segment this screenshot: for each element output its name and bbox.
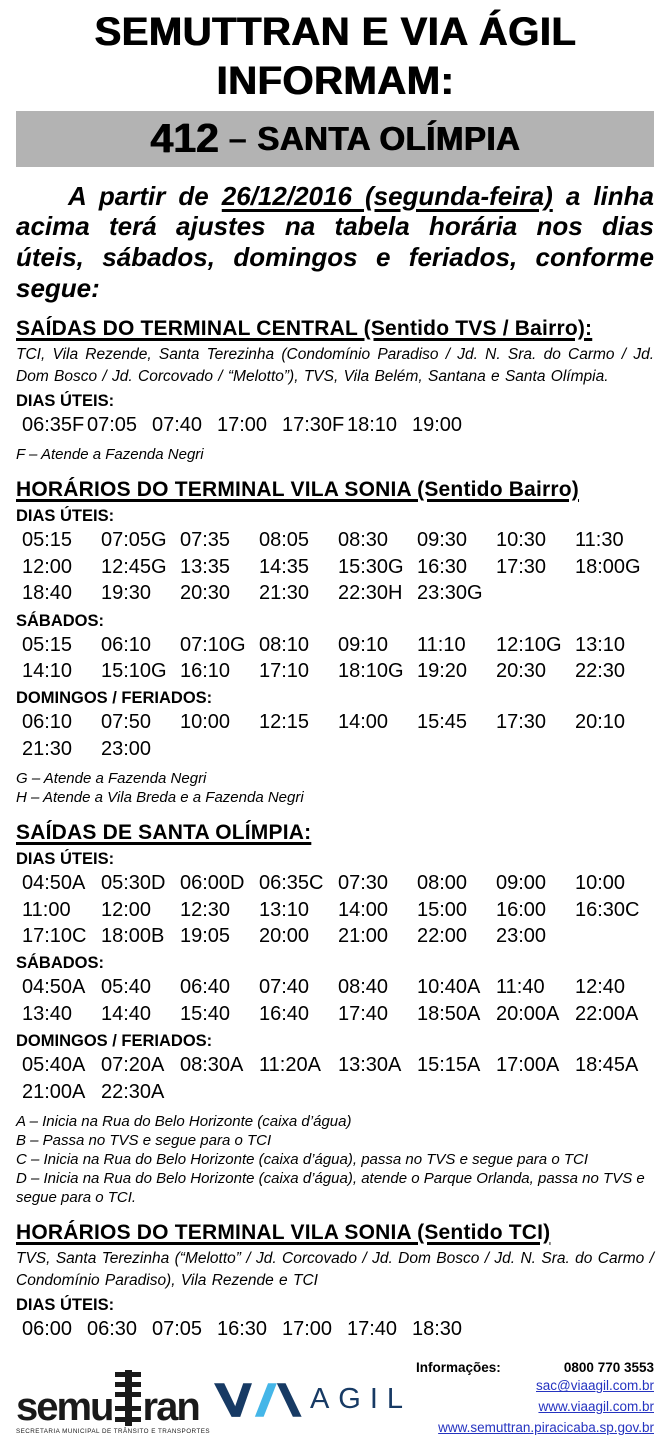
time-cell: 15:30G: [338, 555, 404, 578]
time-cell: 10:40A: [417, 976, 481, 999]
route-banner: [16, 111, 654, 167]
day-label-domingos-feriados: DOMINGOS / FERIADOS:: [16, 689, 213, 708]
time-cell: 11:00: [22, 898, 71, 921]
time-cell: 07:35: [180, 529, 231, 552]
time-cell: 08:05: [259, 529, 310, 552]
time-cell: 17:00A: [496, 1054, 560, 1077]
time-cell: 17:00: [282, 1318, 333, 1341]
time-cell: 13:10: [259, 898, 310, 921]
time-cell: 21:30: [22, 737, 73, 760]
footnote: C – Inicia na Rua do Belo Horizonte (caixa d’água), passa no TVS e segue para o TCI: [16, 1151, 588, 1169]
viaagil-logo: [214, 1379, 412, 1421]
time-cell: 22:30H: [338, 582, 403, 605]
footer: [16, 1360, 654, 1439]
time-cell: 06:10: [101, 633, 152, 656]
time-cell: 18:50A: [417, 1002, 481, 1025]
time-cell: 14:00: [338, 711, 389, 734]
time-cell: 07:05: [87, 414, 138, 437]
time-cell: 20:30: [496, 660, 547, 683]
time-cell: 09:00: [496, 872, 547, 895]
time-cell: 06:00: [22, 1318, 73, 1341]
section-terminal-central: [16, 317, 654, 464]
time-cell: 15:00: [417, 898, 468, 921]
time-cell: 11:30: [575, 529, 624, 552]
time-cell: 15:10G: [101, 660, 167, 683]
day-label-dias-uteis: DIAS ÚTEIS:: [16, 507, 115, 526]
time-cell: 07:20A: [101, 1054, 165, 1077]
semuttran-wordmark-right: ran: [142, 1385, 199, 1430]
day-label-dias-uteis: DIAS ÚTEIS:: [16, 850, 115, 869]
time-cell: 22:30: [575, 660, 626, 683]
route-name: SANTA OLÍMPIA: [256, 119, 520, 157]
intro-text-pre: A partir de: [68, 180, 222, 211]
footer-link[interactable]: www.viaagil.com.br: [538, 1399, 654, 1415]
time-cell: 08:30A: [180, 1054, 244, 1077]
time-cell: 06:40: [180, 976, 231, 999]
time-cell: 16:30C: [575, 898, 640, 921]
time-cell: 19:05: [180, 925, 231, 948]
time-cell: 09:30: [417, 529, 468, 552]
time-cell: 10:30: [496, 529, 547, 552]
times-grid-domingos-feriados: [16, 709, 654, 762]
route-number: 412: [150, 115, 219, 162]
time-cell: 14:10: [22, 660, 73, 683]
time-cell: 18:10: [347, 414, 398, 437]
footer-contact-info: [416, 1360, 654, 1439]
time-cell: 17:00: [217, 414, 268, 437]
page-title: [16, 8, 654, 106]
route-description: TCI, Vila Rezende, Santa Terezinha (Condomínio Paradiso / Jd. N. Sra. do Carmo / Jd. Dom Bosco / Jd. Corcovado / “Melotto”), TVS, Vila Belém, Santana e Santa Olímpia.: [16, 346, 654, 385]
time-cell: 06:35C: [259, 872, 324, 895]
time-cell: 07:40: [259, 976, 310, 999]
time-cell: 11:20A: [259, 1054, 321, 1077]
day-label-dias-uteis: DIAS ÚTEIS:: [16, 392, 115, 411]
times-grid-dias-uteis: [16, 870, 654, 949]
traffic-signal-icon: [115, 1370, 141, 1433]
time-cell: 10:00: [180, 711, 231, 734]
times-grid-dias-uteis: [16, 412, 654, 438]
section-heading: SAÍDAS DO TERMINAL CENTRAL (Sentido TVS / Bairro):: [16, 317, 593, 341]
time-cell: 21:30: [259, 582, 310, 605]
time-cell: 22:00: [417, 925, 468, 948]
time-cell: 08:00: [417, 872, 468, 895]
times-grid-dias-uteis: [16, 527, 654, 606]
day-label-sabados: SÁBADOS:: [16, 954, 105, 973]
time-cell: 22:30A: [101, 1080, 165, 1103]
semuttran-caption: SECRETARIA MUNICIPAL DE TRÂNSITO E TRANSPORTES: [16, 1428, 211, 1436]
time-cell: 17:30: [496, 555, 547, 578]
time-cell: 10:00: [575, 872, 626, 895]
time-cell: 20:00: [259, 925, 310, 948]
time-cell: 08:40: [338, 976, 389, 999]
footnote: G – Atende a Fazenda Negri: [16, 770, 207, 788]
time-cell: 18:00B: [101, 925, 165, 948]
page-title-line1: SEMUTTRAN E VIA ÁGIL: [94, 10, 576, 54]
time-cell: 17:10C: [22, 925, 87, 948]
time-cell: 07:05G: [101, 529, 167, 552]
time-cell: 05:30D: [101, 872, 166, 895]
time-cell: 06:00D: [180, 872, 245, 895]
time-cell: 12:30: [180, 898, 231, 921]
footnotes: [16, 769, 654, 807]
time-cell: 23:00: [496, 925, 547, 948]
footnotes: [16, 1112, 654, 1207]
time-cell: 07:50: [101, 711, 152, 734]
effective-date: 26/12/2016 (segunda-feira): [221, 180, 553, 211]
times-grid-dias-uteis: [16, 1316, 654, 1342]
time-cell: 19:00: [412, 414, 463, 437]
time-cell: 23:00: [101, 737, 152, 760]
time-cell: 17:40: [338, 1002, 389, 1025]
time-cell: 04:50A: [22, 976, 86, 999]
footnote: B – Passa no TVS e segue para o TCI: [16, 1132, 272, 1150]
time-cell: 16:30: [217, 1318, 268, 1341]
time-cell: 17:40: [347, 1318, 398, 1341]
time-cell: 05:40: [101, 976, 152, 999]
day-label-sabados: SÁBADOS:: [16, 611, 105, 630]
time-cell: 06:35F: [22, 414, 85, 437]
time-cell: 07:40: [152, 414, 203, 437]
footnote: D – Inicia na Rua do Belo Horizonte (caixa d’água), atende o Parque Orlanda, passa no TVS e segue para o TCI.: [16, 1170, 645, 1207]
time-cell: 13:30A: [338, 1054, 402, 1077]
time-cell: 15:40: [180, 1002, 231, 1025]
time-cell: 12:15: [259, 711, 310, 734]
time-cell: 14:35: [259, 555, 310, 578]
phone-number: 0800 770 3553: [563, 1360, 654, 1376]
semuttran-wordmark-left: semu: [16, 1385, 113, 1430]
info-label: Informações:: [416, 1360, 501, 1376]
section-heading: SAÍDAS DE SANTA OLÍMPIA:: [16, 821, 312, 845]
time-cell: 14:40: [101, 1002, 152, 1025]
time-cell: 12:10G: [496, 633, 562, 656]
time-cell: 18:00G: [575, 555, 641, 578]
time-cell: 12:45G: [101, 555, 167, 578]
day-label-domingos-feriados: DOMINGOS / FERIADOS:: [16, 1032, 213, 1051]
footnotes: [16, 445, 654, 464]
section-santa-olimpia: [16, 821, 654, 1207]
time-cell: 16:40: [259, 1002, 310, 1025]
footnote: A – Inicia na Rua do Belo Horizonte (caixa d’água): [16, 1113, 352, 1131]
footnote: F – Atende a Fazenda Negri: [16, 446, 204, 464]
viaagil-monogram-icon: [214, 1379, 306, 1421]
section-vila-sonia-tci: [16, 1221, 654, 1342]
time-cell: 09:10: [338, 633, 389, 656]
time-cell: 20:10: [575, 711, 626, 734]
intro-text-post: a linha acima terá ajustes na tabela horária nos dias úteis, sábados, domingos e feriados, conforme segue:: [16, 180, 654, 303]
time-cell: 05:15: [22, 529, 73, 552]
time-cell: 20:30: [180, 582, 231, 605]
time-cell: 07:30: [338, 872, 389, 895]
time-cell: 12:00: [22, 555, 73, 578]
time-cell: 18:30: [412, 1318, 463, 1341]
time-cell: 13:35: [180, 555, 231, 578]
time-cell: 08:30: [338, 529, 389, 552]
time-cell: 08:10: [259, 633, 310, 656]
time-cell: 12:00: [101, 898, 152, 921]
time-cell: 18:45A: [575, 1054, 639, 1077]
footer-link[interactable]: sac@viaagil.com.br: [536, 1378, 654, 1394]
time-cell: 11:10: [417, 633, 466, 656]
time-cell: 06:30: [87, 1318, 138, 1341]
time-cell: 18:40: [22, 582, 73, 605]
time-cell: 05:15: [22, 633, 73, 656]
time-cell: 12:40: [575, 976, 626, 999]
times-grid-sabados: [16, 974, 654, 1027]
time-cell: 13:10: [575, 633, 626, 656]
intro-paragraph: [16, 181, 654, 304]
time-cell: 05:40A: [22, 1054, 86, 1077]
time-cell: 19:30: [101, 582, 152, 605]
footer-link[interactable]: www.semuttran.piracicaba.sp.gov.br: [438, 1420, 654, 1436]
time-cell: 15:15A: [417, 1054, 481, 1077]
time-cell: 21:00: [338, 925, 389, 948]
route-description: TVS, Santa Terezinha (“Melotto” / Jd. Corcovado / Jd. Dom Bosco / Jd. N. Sra. do Carmo / Condomínio Paradiso), Vila Rezende e TCI: [16, 1250, 654, 1289]
section-heading: HORÁRIOS DO TERMINAL VILA SONIA (Sentido Bairro): [16, 478, 580, 502]
footer-links: [416, 1376, 654, 1439]
section-vila-sonia-bairro: [16, 478, 654, 807]
time-cell: 14:00: [338, 898, 389, 921]
footnote: H – Atende a Vila Breda e a Fazenda Negri: [16, 789, 304, 807]
time-cell: 21:00A: [22, 1080, 86, 1103]
time-cell: 20:00A: [496, 1002, 560, 1025]
time-cell: 18:10G: [338, 660, 404, 683]
day-label-dias-uteis: DIAS ÚTEIS:: [16, 1296, 115, 1315]
time-cell: 07:05: [152, 1318, 203, 1341]
time-cell: 15:45: [417, 711, 468, 734]
time-cell: 16:00: [496, 898, 547, 921]
time-cell: 17:30: [496, 711, 547, 734]
time-cell: 04:50A: [22, 872, 86, 895]
time-cell: 17:10: [259, 660, 310, 683]
time-cell: 22:00A: [575, 1002, 639, 1025]
route-banner-dash: –: [228, 119, 247, 157]
times-grid-domingos-feriados: [16, 1052, 654, 1105]
time-cell: 13:40: [22, 1002, 73, 1025]
time-cell: 17:30F: [282, 414, 345, 437]
time-cell: 06:10: [22, 711, 73, 734]
page-title-line2: INFORMAM:: [216, 58, 454, 103]
times-grid-sabados: [16, 632, 654, 685]
semuttran-wordmark: [16, 1364, 199, 1430]
time-cell: 11:40: [496, 976, 545, 999]
time-cell: 16:10: [180, 660, 231, 683]
viaagil-wordmark: AGIL: [309, 1383, 413, 1416]
semuttran-logo: [16, 1364, 210, 1435]
time-cell: 07:10G: [180, 633, 246, 656]
section-heading: HORÁRIOS DO TERMINAL VILA SONIA (Sentido TCI): [16, 1221, 551, 1245]
time-cell: 16:30: [417, 555, 468, 578]
time-cell: 23:30G: [417, 582, 483, 605]
time-cell: 19:20: [417, 660, 468, 683]
